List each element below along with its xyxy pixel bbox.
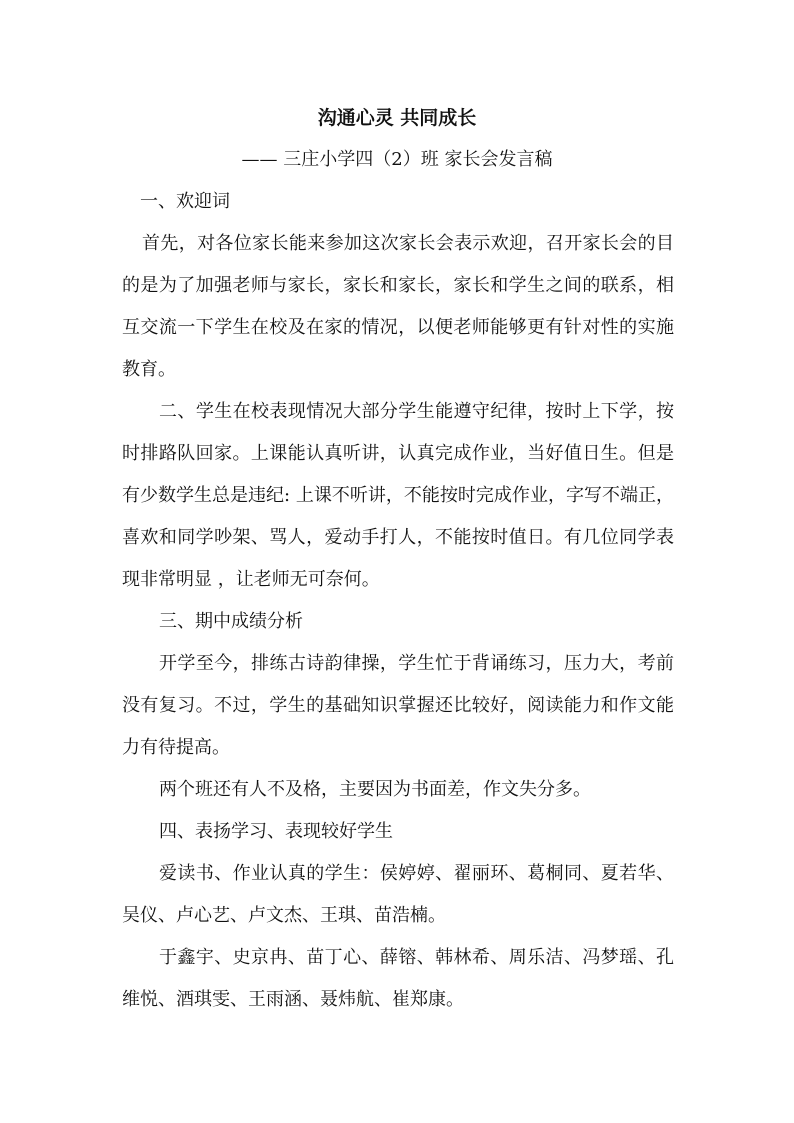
text-line: 喜欢和同学吵架、骂人，爱动手打人，不能按时值日。有几位同学表 [122, 527, 674, 548]
text-line: 互交流一下学生在校及在家的情况，以便老师能够更有针对性的实施 [122, 317, 674, 338]
section-heading-praise: 四、表扬学习、表现较好学生 [159, 821, 393, 842]
text-line: 的是为了加强老师与家长，家长和家长，家长和学生之间的联系，相 [122, 275, 674, 296]
document-title: 沟通心灵 共同成长 [317, 107, 477, 129]
text-line: 现非常明显 ，让老师无可奈何。 [122, 569, 380, 590]
text-line: 两个班还有人不及格，主要因为书面差，作文失分多。 [159, 779, 591, 800]
document-subtitle: —— 三庄小学四（2）班 家长会发言稿 [241, 149, 553, 170]
text-line: 时排路队回家。上课能认真听讲，认真完成作业，当好值日生。但是 [122, 443, 674, 464]
text-line: 有少数学生总是违纪: 上课不听讲，不能按时完成作业，字写不端正， [122, 485, 674, 506]
text-line: 没有复习。不过，学生的基础知识掌握还比较好，阅读能力和作文能 [122, 695, 674, 716]
section-heading-welcome: 一、欢迎词 [140, 191, 230, 212]
text-line: 力有待提高。 [122, 737, 230, 758]
text-line: 开学至今，排练古诗韵律操，学生忙于背诵练习，压力大，考前 [159, 653, 674, 674]
text-line: 爱读书、作业认真的学生：侯婷婷、翟丽环、葛桐同、夏若华、 [159, 863, 674, 884]
text-line: 维悦、酒琪雯、王雨涵、聂炜航、崔郑康。 [122, 989, 464, 1010]
text-line: 教育。 [122, 359, 176, 380]
text-line: 吴仪、卢心艺、卢文杰、王琪、苗浩楠。 [122, 905, 446, 926]
text-line: 首先，对各位家长能来参加这次家长会表示欢迎，召开家长会的目 [142, 233, 674, 254]
text-line: 二、学生在校表现情况大部分学生能遵守纪律，按时上下学，按 [159, 401, 674, 422]
section-heading-midterm: 三、期中成绩分析 [159, 611, 303, 632]
text-line: 于鑫宇、史京冉、苗丁心、薛镕、韩林希、周乐洁、冯梦瑶、孔 [159, 947, 674, 968]
